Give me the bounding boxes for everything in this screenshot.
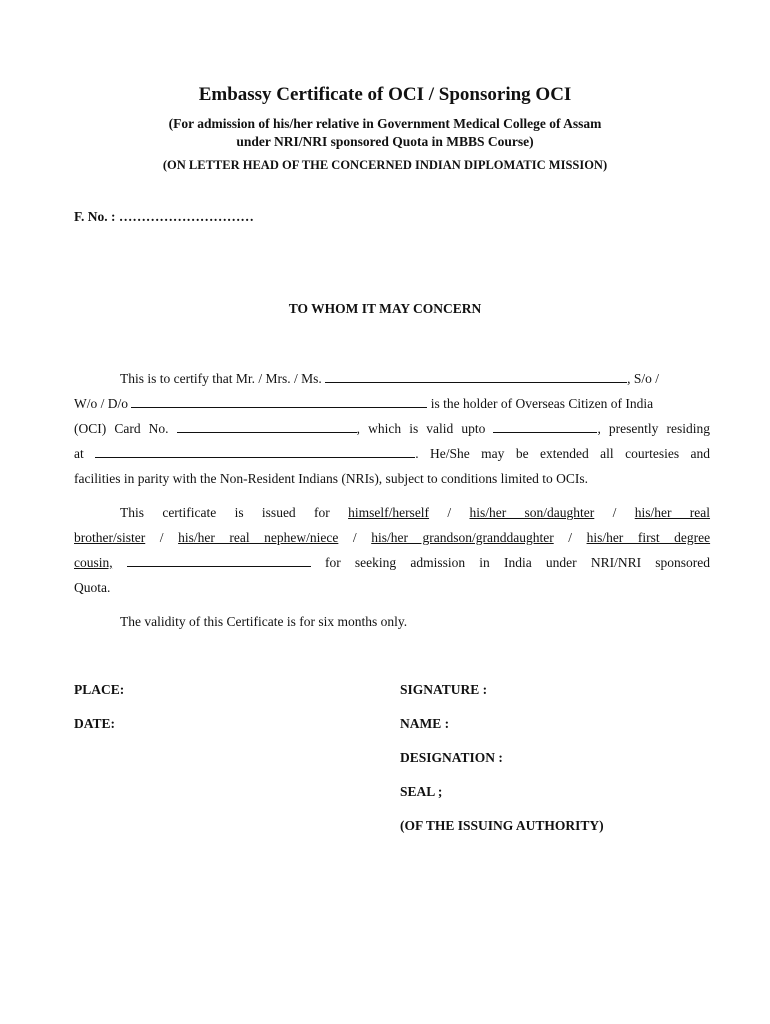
option-real-sibling: his/her real — [634, 505, 711, 520]
para2-line-3 — [74, 550, 710, 575]
para2-text: for seeking admission in India under NRI/NRI sponsored — [325, 555, 711, 570]
para2-text: This certificate is issued for — [120, 505, 330, 520]
para2-text: Quota. — [74, 580, 111, 595]
document-subtitle — [0, 115, 770, 151]
document-title: Embassy Certificate of OCI / Sponsoring OCI — [198, 84, 572, 105]
file-number: F. No. : ………………………… — [74, 209, 254, 224]
para1-text: is the holder of Overseas Citizen of India — [430, 396, 654, 411]
para1-line-3 — [74, 416, 710, 441]
separator: / — [612, 505, 617, 520]
date-label: DATE: — [74, 716, 116, 731]
separator: / — [352, 530, 357, 545]
salutation: TO WHOM IT MAY CONCERN — [288, 301, 482, 316]
para1-text: This is to certify that Mr. / Mrs. / Ms. — [120, 371, 322, 386]
issuing-authority-label: (OF THE ISSUING AUTHORITY) — [400, 818, 604, 833]
para1-text: . He/She may be extended all courtesies and — [415, 446, 711, 461]
paragraph-issued-for — [74, 500, 710, 600]
name-blank — [325, 366, 627, 383]
para1-text: facilities in parity with the Non-Resident Indians (NRIs), subject to conditions limited to OCIs. — [74, 471, 589, 486]
para1-text: W/o / D/o — [74, 396, 128, 411]
para1-line-4 — [74, 441, 710, 466]
para1-line-1 — [74, 366, 710, 391]
validity-blank — [493, 416, 597, 433]
separator: / — [159, 530, 164, 545]
place-label: PLACE: — [74, 682, 125, 697]
paragraph-certify — [74, 366, 710, 491]
separator: / — [447, 505, 452, 520]
para2-line-1 — [74, 500, 710, 525]
address-blank — [95, 441, 415, 458]
seal-label: SEAL ; — [400, 784, 443, 799]
separator: / — [568, 530, 573, 545]
signature-label: SIGNATURE : — [400, 682, 488, 697]
subtitle-line-2: under NRI/NRI sponsored Quota in MBBS Course) — [236, 134, 534, 149]
oci-card-blank — [177, 416, 357, 433]
para1-text: (OCI) Card No. — [74, 421, 169, 436]
letterhead-note: (ON LETTER HEAD OF THE CONCERNED INDIAN DIPLOMATIC MISSION) — [162, 158, 608, 172]
validity-text: The validity of this Certificate is for six months only. — [120, 614, 408, 629]
option-son-daughter: his/her son/daughter — [469, 505, 595, 520]
designation-label: DESIGNATION : — [400, 750, 503, 765]
name-label: NAME : — [400, 716, 450, 731]
option-first-cousin: his/her first degree — [586, 530, 711, 545]
para1-line-5 — [74, 466, 710, 491]
parent-name-blank — [131, 391, 427, 408]
para1-text: , which is valid upto — [356, 421, 486, 436]
option-himself-herself: himself/herself — [348, 505, 430, 520]
para1-line-2 — [74, 391, 710, 416]
paragraph-validity — [74, 609, 710, 634]
relative-name-blank — [127, 550, 311, 567]
option-real-sibling-cont: brother/sister — [74, 530, 146, 545]
para1-text: at — [74, 446, 84, 461]
para1-text: , S/o / — [627, 371, 660, 386]
option-grandchild: his/her grandson/granddaughter — [371, 530, 554, 545]
subtitle-line-1: (For admission of his/her relative in Government Medical College of Assam — [168, 116, 602, 131]
para2-line-4 — [74, 575, 710, 600]
option-nephew-niece: his/her real nephew/niece — [178, 530, 339, 545]
para2-line-2 — [74, 525, 710, 550]
para1-text: , presently residing — [597, 421, 711, 436]
option-first-cousin-cont: cousin, — [74, 555, 113, 570]
